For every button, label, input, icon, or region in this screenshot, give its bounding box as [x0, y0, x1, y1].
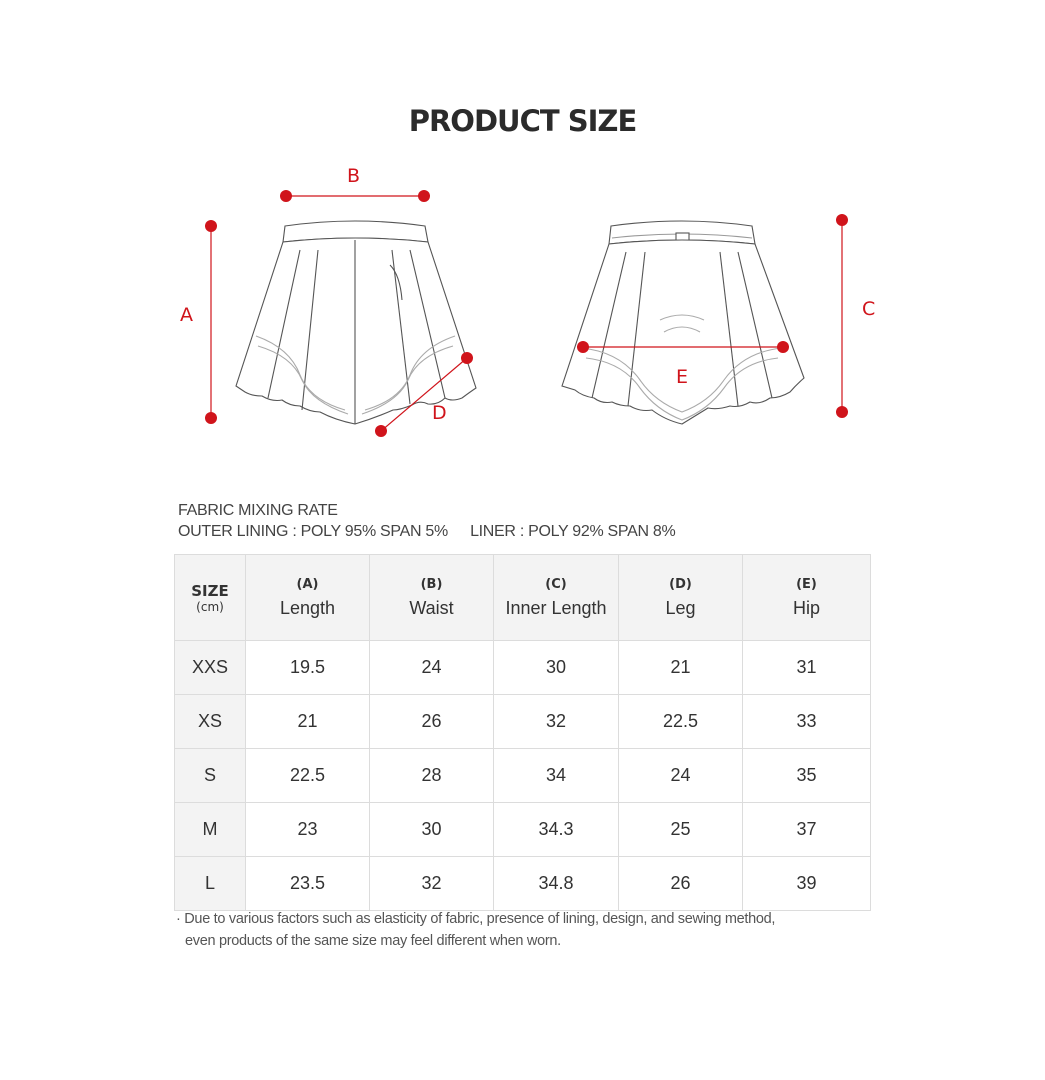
table-header-row	[175, 555, 871, 641]
label-b: B	[347, 165, 361, 187]
label-d: D	[432, 402, 447, 424]
cell-inner-length: 30	[494, 641, 619, 695]
column-header-leg	[619, 555, 743, 641]
page-title: PRODUCT SIZE	[408, 104, 637, 138]
measure-b	[280, 165, 430, 202]
cell-leg: 26	[619, 857, 743, 911]
cell-length: 19.5	[246, 641, 370, 695]
cell-length: 23.5	[246, 857, 370, 911]
size-note	[176, 908, 775, 952]
cell-waist: 28	[370, 749, 494, 803]
cell-leg: 25	[619, 803, 743, 857]
column-header-hip	[743, 555, 871, 641]
unit-header: (cm)	[196, 599, 224, 614]
fabric-outer: OUTER LINING : POLY 95% SPAN 5%	[178, 523, 448, 540]
cell-inner-length: 32	[494, 695, 619, 749]
cell-waist: 24	[370, 641, 494, 695]
column-code: (E)	[796, 576, 817, 592]
measure-a	[180, 220, 217, 424]
column-name: Length	[279, 597, 336, 618]
column-code: (A)	[296, 576, 319, 592]
table-row	[175, 749, 871, 803]
cell-hip: 31	[743, 641, 871, 695]
column-header-inner-length	[494, 555, 619, 641]
column-header-waist	[370, 555, 494, 641]
note-line-1: · Due to various factors such as elasticity of fabric, presence of lining, design, and sewing method,	[176, 911, 776, 927]
cell-inner-length: 34	[494, 749, 619, 803]
cell-leg: 21	[619, 641, 743, 695]
cell-hip: 39	[743, 857, 871, 911]
column-name: Waist	[409, 597, 454, 618]
size-diagram	[0, 0, 1045, 470]
cell-hip: 33	[743, 695, 871, 749]
cell-length: 22.5	[246, 749, 370, 803]
size-header-cell	[175, 555, 246, 641]
column-code: (C)	[545, 576, 567, 592]
table-row	[175, 857, 871, 911]
table-row	[175, 803, 871, 857]
fabric-liner: LINER : POLY 92% SPAN 8%	[470, 523, 676, 540]
measure-c	[836, 214, 875, 418]
column-code: (D)	[669, 576, 692, 592]
table-row	[175, 641, 871, 695]
row-size: L	[175, 857, 246, 911]
cell-waist: 30	[370, 803, 494, 857]
label-a: A	[180, 304, 193, 326]
row-size: XS	[175, 695, 246, 749]
row-size: XXS	[175, 641, 246, 695]
column-name: Inner Length	[505, 597, 607, 618]
label-e: E	[676, 366, 689, 388]
cell-leg: 22.5	[619, 695, 743, 749]
cell-waist: 32	[370, 857, 494, 911]
column-name: Leg	[665, 597, 696, 618]
fabric-info	[178, 500, 693, 542]
cell-inner-length: 34.3	[494, 803, 619, 857]
table-row	[175, 695, 871, 749]
note-line-2: even products of the same size may feel different when worn.	[185, 933, 561, 949]
label-c: C	[862, 298, 876, 320]
fabric-heading: FABRIC MIXING RATE	[178, 502, 338, 519]
back-skirt-illustration	[562, 221, 804, 424]
column-header-length	[246, 555, 370, 641]
row-size: S	[175, 749, 246, 803]
cell-waist: 26	[370, 695, 494, 749]
column-code: (B)	[420, 576, 443, 592]
cell-inner-length: 34.8	[494, 857, 619, 911]
cell-length: 23	[246, 803, 370, 857]
row-size: M	[175, 803, 246, 857]
cell-hip: 35	[743, 749, 871, 803]
cell-hip: 37	[743, 803, 871, 857]
size-header: SIZE	[191, 581, 229, 600]
column-name: Hip	[792, 597, 820, 618]
cell-leg: 24	[619, 749, 743, 803]
front-skirt-illustration	[236, 221, 476, 424]
size-table	[174, 554, 871, 911]
cell-length: 21	[246, 695, 370, 749]
